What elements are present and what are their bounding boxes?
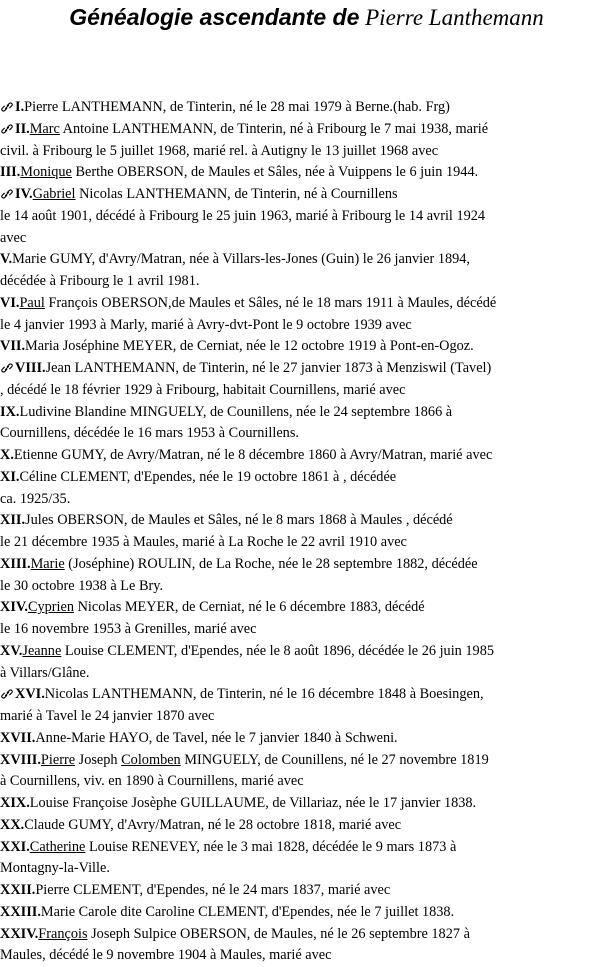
ancestor-entry bbox=[0, 728, 613, 750]
chain-link-icon[interactable] bbox=[0, 363, 14, 373]
entry-text: ca. 1925/35. bbox=[0, 490, 71, 507]
ancestor-entry bbox=[0, 597, 613, 619]
chain-link-icon[interactable] bbox=[0, 102, 14, 112]
usual-first-name: Marie bbox=[30, 555, 65, 572]
entry-text: le 14 août 1901, décédé à Fribourg le 25 juin 1963, marié à Fribourg le 14 avril 1924 bbox=[0, 207, 486, 224]
ancestor-entry bbox=[0, 119, 613, 141]
ancestor-number: XX. bbox=[0, 816, 25, 833]
ancestor-entry bbox=[0, 924, 613, 946]
entry-text: (Joséphine) ROULIN, de La Roche, née le 28 septembre 1882, décédée bbox=[64, 555, 478, 572]
usual-first-name: François bbox=[38, 925, 88, 942]
ancestor-entry-continuation bbox=[0, 945, 613, 967]
ancestor-entry bbox=[0, 793, 613, 815]
entry-text: Berthe OBERSON, de Maules et Sâles, née à Vuippens le 6 juin 1944. bbox=[71, 164, 479, 181]
entry-text: François OBERSON,de Maules et Sâles, né le 18 mars 1911 à Maules, décédé bbox=[44, 294, 497, 311]
usual-first-name: Paul bbox=[19, 294, 45, 311]
entry-text: Nicolas MEYER, de Cerniat, né le 6 décembre 1883, décédé bbox=[74, 599, 425, 616]
entry-text: Claude GUMY, d'Avry/Matran, né le 28 octobre 1818, marié avec bbox=[24, 816, 402, 833]
ancestor-number: XXI. bbox=[0, 838, 30, 855]
ancestor-number: XXIII. bbox=[0, 903, 41, 920]
ancestor-entry bbox=[0, 554, 613, 576]
entry-text: Etienne GUMY, de Avry/Matran, né le 8 décembre 1860 à Avry/Matran, marié avec bbox=[13, 447, 493, 463]
ancestor-number: II. bbox=[15, 120, 30, 137]
usual-first-name: Pierre bbox=[40, 751, 76, 768]
ancestor-entry bbox=[0, 97, 613, 119]
ancestor-entry-continuation bbox=[0, 858, 613, 880]
ancestor-entry-continuation bbox=[0, 663, 613, 685]
entry-text: Joseph bbox=[75, 751, 122, 768]
entry-text: Louise Françoise Josèphe GUILLAUME, de Villariaz, née le 17 janvier 1838. bbox=[29, 795, 477, 811]
ancestor-entry-continuation bbox=[0, 228, 613, 250]
ancestor-entry-continuation bbox=[0, 423, 613, 445]
ancestor-number: VI. bbox=[0, 294, 20, 311]
ancestor-number: XXIV. bbox=[0, 925, 39, 942]
ancestor-entry bbox=[0, 837, 613, 859]
ancestor-entry bbox=[0, 184, 613, 206]
ancestor-entry-continuation bbox=[0, 619, 613, 641]
ancestor-number: XXII. bbox=[0, 882, 36, 898]
ancestor-number: X. bbox=[0, 447, 14, 463]
entry-text: Pierre LANTHEMANN, de Tinterin, né le 28 mai 1979 à Berne.(hab. Frg) bbox=[24, 99, 450, 115]
ancestor-entry bbox=[0, 902, 613, 924]
ancestor-entry-continuation bbox=[0, 771, 613, 793]
ancestor-entry bbox=[0, 358, 613, 380]
ancestor-number: VII. bbox=[0, 338, 26, 355]
ancestor-number: XII. bbox=[0, 512, 26, 529]
entry-text: Montagny-la-Ville. bbox=[0, 860, 110, 877]
ancestor-list bbox=[0, 97, 613, 967]
ancestor-entry bbox=[0, 815, 613, 837]
chain-link-icon[interactable] bbox=[0, 124, 14, 134]
ancestor-entry bbox=[0, 467, 613, 489]
entry-text: Nicolas LANTHEMANN, de Tinterin, né à Cournillens bbox=[75, 186, 398, 202]
entry-text: marié à Tavel le 24 janvier 1870 avec bbox=[0, 708, 215, 724]
ancestor-entry bbox=[0, 750, 613, 772]
entry-text: le 4 janvier 1993 à Marly, marié à Avry-dvt-Pont le 9 octobre 1939 avec bbox=[0, 316, 412, 333]
chain-link-icon[interactable] bbox=[0, 689, 14, 699]
ancestor-entry-continuation bbox=[0, 706, 613, 728]
entry-text: Joseph Sulpice OBERSON, de Maules, né le 26 septembre 1827 à bbox=[87, 925, 470, 942]
entry-text: le 30 octobre 1938 à Le Bry. bbox=[0, 577, 164, 594]
entry-text: Anne-Marie HAYO, de Tavel, née le 7 janvier 1840 à Schweni. bbox=[35, 729, 398, 746]
entry-text: civil. à Fribourg le 5 juillet 1968, marié rel. à Autigny le 13 juillet 1968 avec bbox=[0, 142, 439, 159]
ancestor-entry bbox=[0, 336, 613, 358]
usual-first-name: Monique bbox=[20, 164, 72, 181]
entry-text: à Cournillens, viv. en 1890 à Cournillens, marié avec bbox=[0, 773, 304, 790]
ancestor-number: XIX. bbox=[0, 795, 30, 811]
ancestor-number: IV. bbox=[15, 186, 33, 202]
usual-first-name: Marc bbox=[29, 120, 60, 137]
entry-text: Marie Carole dite Caroline CLEMENT, d'Ependes, née le 7 juillet 1838. bbox=[40, 903, 455, 920]
entry-text: Cournillens, décédée le 16 mars 1953 à Cournillens. bbox=[0, 425, 299, 442]
entry-text: Céline CLEMENT, d'Ependes, née le 19 octobre 1861 à , décédée bbox=[19, 468, 397, 485]
entry-text: Pierre CLEMENT, d'Ependes, né le 24 mars 1837, marié avec bbox=[35, 882, 391, 898]
ancestor-entry-continuation bbox=[0, 489, 613, 511]
entry-text: Antoine LANTHEMANN, de Tinterin, né à Fribourg le 7 mai 1938, marié bbox=[59, 120, 489, 137]
ancestor-number: XIII. bbox=[0, 555, 31, 572]
page-title-lead: Généalogie ascendante de bbox=[69, 4, 360, 30]
entry-text: à Villars/Glâne. bbox=[0, 664, 90, 681]
usual-first-name: Gabriel bbox=[32, 186, 76, 202]
chain-link-icon[interactable] bbox=[0, 189, 14, 199]
ancestor-number: XVI. bbox=[15, 686, 45, 703]
ancestor-entry bbox=[0, 880, 613, 902]
entry-text: Maria Joséphine MEYER, de Cerniat, née le 12 octobre 1919 à Pont-en-Ogoz. bbox=[25, 338, 474, 355]
ancestor-number: I. bbox=[15, 99, 25, 115]
ancestor-number: VIII. bbox=[15, 360, 46, 376]
ancestor-entry bbox=[0, 249, 613, 271]
usual-first-name: Catherine bbox=[29, 838, 86, 855]
ancestor-number: IX. bbox=[0, 403, 20, 420]
ancestor-entry bbox=[0, 402, 613, 424]
usual-first-name: Cyprien bbox=[27, 599, 75, 616]
page-title-name: Pierre Lanthemann bbox=[365, 5, 544, 30]
ancestor-number: XVII. bbox=[0, 729, 36, 746]
ancestor-entry bbox=[0, 293, 613, 315]
usual-first-name: Jeanne bbox=[22, 642, 62, 659]
entry-text: Jean LANTHEMANN, de Tinterin, né le 27 janvier 1873 à Menziswil (Tavel) bbox=[45, 360, 492, 376]
ancestor-entry-continuation bbox=[0, 141, 613, 163]
ancestor-number: XI. bbox=[0, 468, 20, 485]
entry-text: , décédé le 18 février 1929 à Fribourg, habitait Cournillens, marié avec bbox=[0, 381, 406, 398]
ancestor-entry-continuation bbox=[0, 315, 613, 337]
ancestor-entry bbox=[0, 684, 613, 706]
ancestor-entry-continuation bbox=[0, 206, 613, 228]
ancestor-entry bbox=[0, 162, 613, 184]
entry-text: Jules OBERSON, de Maules et Sâles, né le 8 mars 1868 à Maules , décédé bbox=[25, 512, 453, 529]
entry-text: décédée à Fribourg le 1 avril 1981. bbox=[0, 273, 200, 289]
ancestor-number: XV. bbox=[0, 642, 23, 659]
ancestor-entry-continuation bbox=[0, 380, 613, 402]
ancestor-number: XIV. bbox=[0, 599, 28, 616]
ancestor-entry bbox=[0, 445, 613, 467]
entry-text: Nicolas LANTHEMANN, de Tinterin, né le 16 décembre 1848 à Boesingen, bbox=[44, 686, 484, 703]
entry-text: Maules, décédé le 9 novembre 1904 à Maules, marié avec bbox=[0, 947, 332, 964]
entry-text: le 16 novembre 1953 à Grenilles, marié avec bbox=[0, 621, 257, 637]
ancestor-entry bbox=[0, 510, 613, 532]
entry-text: Louise CLEMENT, d'Ependes, née le 8 août 1896, décédée le 26 juin 1985 bbox=[61, 642, 494, 659]
ancestor-number: V. bbox=[0, 251, 13, 268]
ancestor-number: III. bbox=[0, 164, 21, 181]
entry-text: avec bbox=[0, 229, 27, 246]
entry-text: Louise RENEVEY, née le 3 mai 1828, décédée le 9 mars 1873 à bbox=[85, 838, 457, 855]
entry-text: MINGUELY, de Counillens, né le 27 novembre 1819 bbox=[180, 751, 489, 768]
ancestor-entry-continuation bbox=[0, 271, 613, 293]
entry-text: Marie GUMY, d'Avry/Matran, née à Villars-les-Jones (Guin) le 26 janvier 1894, bbox=[12, 251, 470, 268]
entry-text: le 21 décembre 1935 à Maules, marié à La Roche le 22 avril 1910 avec bbox=[0, 534, 407, 550]
usual-first-name: Colomben bbox=[121, 751, 181, 768]
ancestor-entry-continuation bbox=[0, 532, 613, 554]
page-title bbox=[0, 4, 613, 31]
entry-text: Ludivine Blandine MINGUELY, de Counillens, née le 24 septembre 1866 à bbox=[19, 403, 453, 420]
ancestor-entry-continuation bbox=[0, 576, 613, 598]
ancestor-entry bbox=[0, 641, 613, 663]
ancestor-number: XVIII. bbox=[0, 751, 41, 768]
